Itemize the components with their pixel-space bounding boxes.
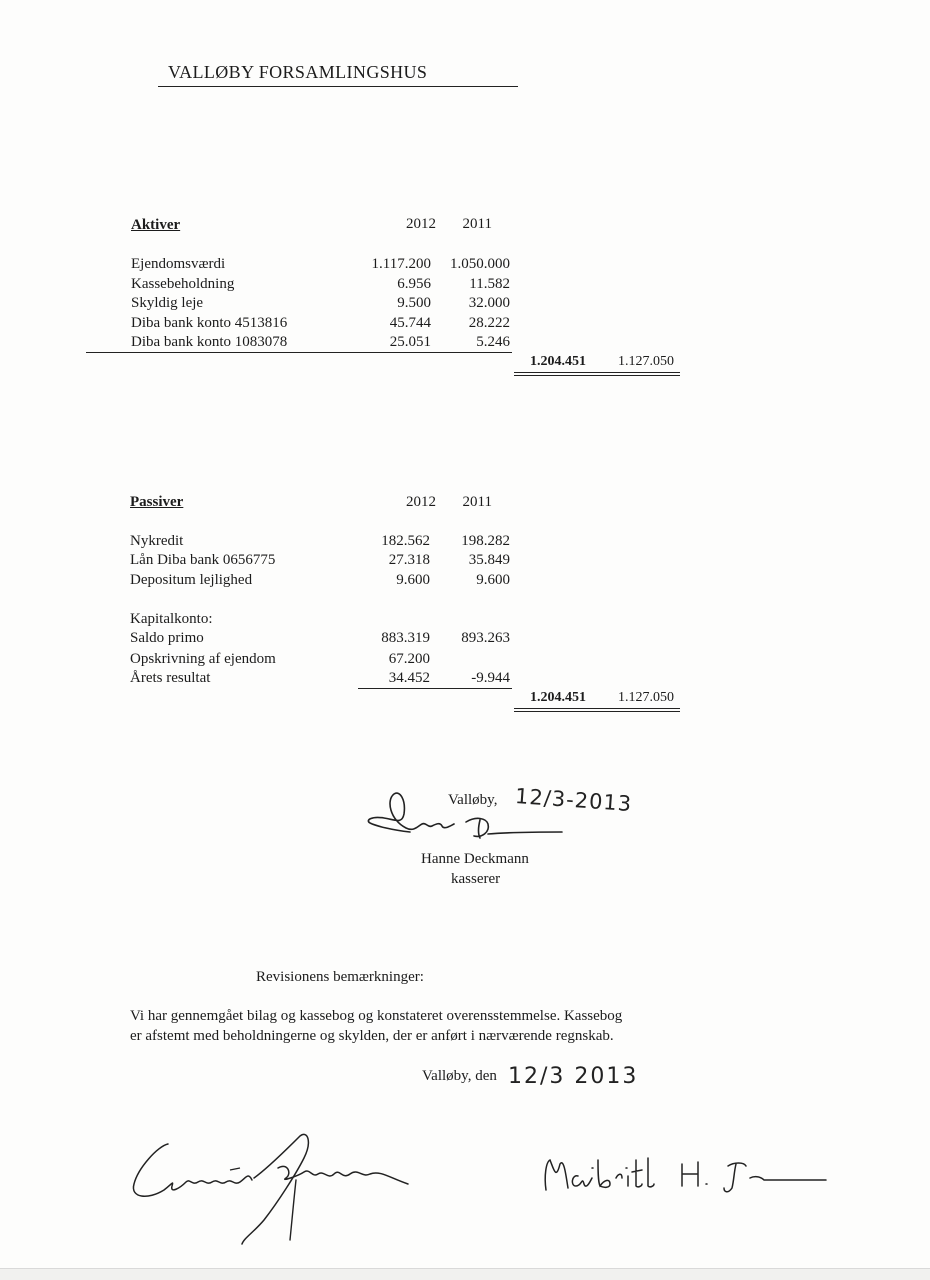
revision-text-line1: Vi har gennemgået bilag og kassebog og konstateret overensstemmelse. Kassebog	[130, 1008, 623, 1024]
aktiver-total-double-rule	[514, 375, 680, 376]
passiver-row-label: Lån Diba bank 0656775	[130, 552, 276, 568]
passiver-row-label: Nykredit	[130, 533, 184, 549]
kapital-row-2011: 893.263	[461, 630, 510, 646]
signoff-handwritten-date: 12/3-2013	[514, 784, 633, 817]
passiver-col-2012: 2012	[406, 494, 436, 510]
revision-place: Valløby, den	[422, 1068, 497, 1084]
aktiver-col-2012: 2012	[406, 216, 436, 232]
passiver-row-2012: 182.562	[381, 533, 430, 549]
revision-handwritten-date: 12/3 2013	[508, 1064, 639, 1089]
kapital-row-2012: 34.452	[388, 670, 430, 686]
passiver-total-double-rule	[514, 711, 680, 712]
passiver-total-double-rule	[514, 708, 680, 709]
kapital-row-2012: 67.200	[388, 651, 430, 667]
aktiver-heading: Aktiver	[131, 217, 181, 233]
passiver-sum-rule	[358, 688, 512, 689]
kapitalkonto-label: Kapitalkonto:	[130, 611, 213, 627]
signoff-place: Valløby,	[448, 792, 498, 808]
passiver-row-label: Depositum lejlighed	[130, 572, 253, 588]
aktiver-total-2012: 1.204.451	[530, 354, 586, 369]
kasserer-signature	[362, 786, 572, 846]
passiver-row-2011: 198.282	[461, 533, 510, 549]
passiver-row-2012: 27.318	[388, 552, 430, 568]
aktiver-row-2012: 45.744	[389, 315, 431, 331]
passiver-col-2011: 2011	[462, 494, 492, 510]
aktiver-row-label: Diba bank konto 4513816	[131, 315, 288, 331]
aktiver-row-2012: 9.500	[397, 295, 431, 311]
aktiver-row-label: Skyldig leje	[131, 295, 204, 311]
page-bottom-edge	[0, 1268, 930, 1280]
kapital-row-label: Saldo primo	[130, 630, 204, 646]
aktiver-row-label: Ejendomsværdi	[131, 256, 226, 272]
kapital-row-label: Årets resultat	[130, 670, 211, 686]
aktiver-row-2011: 1.050.000	[450, 256, 510, 272]
aktiver-row-label: Diba bank konto 1083078	[131, 334, 288, 350]
aktiver-total-2011: 1.127.050	[618, 354, 674, 369]
aktiver-row-2011: 28.222	[468, 315, 510, 331]
aktiver-row-2012: 6.956	[397, 276, 431, 292]
kapital-row-2011: -9.944	[471, 670, 510, 686]
aktiver-row-2012: 1.117.200	[371, 256, 431, 272]
passiver-heading: Passiver	[130, 494, 184, 510]
signoff-name: Hanne Deckmann	[421, 851, 529, 867]
aktiver-row-2011: 5.246	[476, 334, 510, 350]
revision-text-line2: er afstemt med beholdningerne og skylden, der er anført i nærværende regnskab.	[130, 1028, 614, 1044]
title-underline	[158, 86, 518, 87]
aktiver-total-double-rule	[514, 372, 680, 373]
aktiver-row-2012: 25.051	[389, 334, 431, 350]
revision-heading: Revisionens bemærkninger:	[256, 969, 424, 985]
kapital-row-2012: 883.319	[381, 630, 430, 646]
aktiver-row-2011: 32.000	[468, 295, 510, 311]
kapital-row-label: Opskrivning af ejendom	[130, 651, 276, 667]
passiver-total-2011: 1.127.050	[618, 690, 674, 705]
document-title: VALLØBY FORSAMLINGSHUS	[168, 62, 428, 82]
aktiver-row-2011: 11.582	[469, 276, 510, 292]
aktiver-col-2011: 2011	[462, 216, 492, 232]
passiver-row-2011: 9.600	[476, 572, 510, 588]
revisor1-signature	[128, 1128, 418, 1248]
aktiver-row-label: Kassebeholdning	[131, 276, 235, 292]
passiver-total-2012: 1.204.451	[530, 690, 586, 705]
revisor2-signature	[538, 1150, 828, 1200]
aktiver-sum-rule	[86, 352, 512, 353]
passiver-row-2012: 9.600	[396, 572, 430, 588]
passiver-row-2011: 35.849	[468, 552, 510, 568]
signoff-role: kasserer	[451, 871, 501, 887]
